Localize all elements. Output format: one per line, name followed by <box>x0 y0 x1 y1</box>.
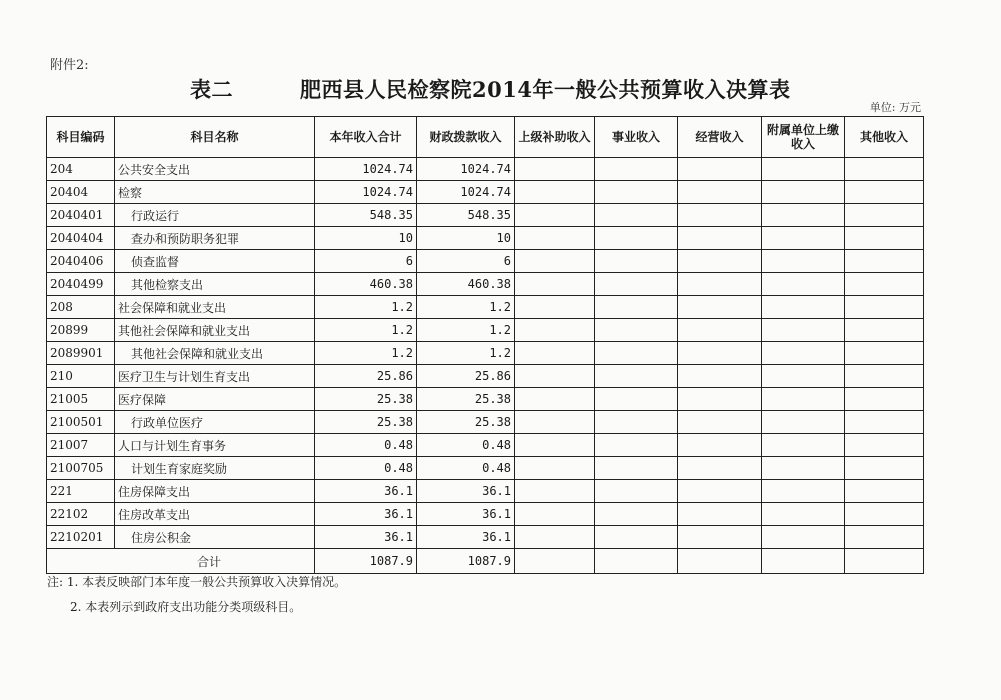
unit-label: 单位: 万元 <box>869 101 921 114</box>
cell-fiscal: 36.1 <box>417 526 515 549</box>
cell-empty <box>595 158 678 181</box>
cell-name: 查办和预防职务犯罪 <box>115 227 315 250</box>
cell-empty <box>678 411 762 434</box>
cell-empty <box>762 158 845 181</box>
cell-empty <box>595 250 678 273</box>
cell-empty <box>762 296 845 319</box>
cell-code: 20899 <box>47 319 115 342</box>
table-row <box>47 526 924 549</box>
total-amount: 1087.9 <box>315 549 417 574</box>
cell-code: 21005 <box>47 388 115 411</box>
cell-fiscal: 25.86 <box>417 365 515 388</box>
cell-empty <box>762 319 845 342</box>
table-row <box>47 204 924 227</box>
col-header: 事业收入 <box>595 117 678 158</box>
cell-empty <box>762 388 845 411</box>
cell-empty <box>515 273 595 296</box>
cell-empty <box>845 480 924 503</box>
cell-total: 1.2 <box>315 319 417 342</box>
cell-empty <box>678 434 762 457</box>
cell-empty <box>678 457 762 480</box>
cell-name: 人口与计划生育事务 <box>115 434 315 457</box>
cell-empty <box>595 181 678 204</box>
cell-name: 住房改革支出 <box>115 503 315 526</box>
col-header: 科目名称 <box>115 117 315 158</box>
cell-fiscal: 0.48 <box>417 434 515 457</box>
cell-name: 住房保障支出 <box>115 480 315 503</box>
total-fiscal: 1087.9 <box>417 549 515 574</box>
cell-empty <box>678 503 762 526</box>
cell-empty <box>845 457 924 480</box>
cell-code: 2040401 <box>47 204 115 227</box>
cell-empty <box>515 526 595 549</box>
table-row <box>47 296 924 319</box>
table-number: 表二 <box>190 77 233 102</box>
table-row <box>47 365 924 388</box>
cell-empty <box>595 227 678 250</box>
cell-empty <box>845 250 924 273</box>
cell-empty <box>678 181 762 204</box>
cell-code: 2040404 <box>47 227 115 250</box>
cell-empty <box>515 434 595 457</box>
cell-code: 21007 <box>47 434 115 457</box>
cell-name: 其他社会保障和就业支出 <box>115 342 315 365</box>
cell-empty <box>515 296 595 319</box>
table-body <box>47 158 924 549</box>
cell-total: 548.35 <box>315 204 417 227</box>
cell-code: 2040406 <box>47 250 115 273</box>
cell-empty <box>515 204 595 227</box>
cell-empty <box>762 365 845 388</box>
cell-empty <box>845 342 924 365</box>
cell-empty <box>515 342 595 365</box>
header-row <box>47 117 924 158</box>
cell-name: 医疗卫生与计划生育支出 <box>115 365 315 388</box>
cell-fiscal: 460.38 <box>417 273 515 296</box>
cell-name: 行政单位医疗 <box>115 411 315 434</box>
cell-empty <box>762 457 845 480</box>
cell-code: 204 <box>47 158 115 181</box>
table-row <box>47 411 924 434</box>
cell-fiscal: 1.2 <box>417 319 515 342</box>
cell-total: 36.1 <box>315 503 417 526</box>
cell-name: 公共安全支出 <box>115 158 315 181</box>
cell-empty <box>515 457 595 480</box>
cell-empty <box>845 411 924 434</box>
cell-empty <box>762 434 845 457</box>
cell-empty <box>845 319 924 342</box>
col-header: 附属单位上缴收入 <box>762 117 845 158</box>
cell-empty <box>595 342 678 365</box>
cell-empty <box>515 227 595 250</box>
budget-table <box>46 116 924 574</box>
cell-fiscal: 36.1 <box>417 503 515 526</box>
cell-empty <box>515 319 595 342</box>
cell-code: 210 <box>47 365 115 388</box>
cell-name: 计划生育家庭奖励 <box>115 457 315 480</box>
table-row <box>47 227 924 250</box>
cell-empty <box>678 250 762 273</box>
cell-total: 1024.74 <box>315 181 417 204</box>
cell-name: 其他检察支出 <box>115 273 315 296</box>
cell-code: 2040499 <box>47 273 115 296</box>
cell-empty <box>595 273 678 296</box>
total-label: 合计 <box>47 549 315 574</box>
cell-code: 208 <box>47 296 115 319</box>
cell-empty <box>595 411 678 434</box>
cell-name: 社会保障和就业支出 <box>115 296 315 319</box>
cell-fiscal: 0.48 <box>417 457 515 480</box>
cell-empty <box>595 319 678 342</box>
cell-fiscal: 1.2 <box>417 296 515 319</box>
cell-total: 25.86 <box>315 365 417 388</box>
cell-fiscal: 1.2 <box>417 342 515 365</box>
cell-empty <box>845 365 924 388</box>
cell-total: 1024.74 <box>315 158 417 181</box>
cell-empty <box>845 503 924 526</box>
cell-empty <box>595 388 678 411</box>
cell-empty <box>515 250 595 273</box>
table-row <box>47 503 924 526</box>
cell-empty <box>762 181 845 204</box>
cell-empty <box>762 250 845 273</box>
cell-empty <box>515 411 595 434</box>
cell-fiscal: 36.1 <box>417 480 515 503</box>
cell-empty <box>515 480 595 503</box>
table-row <box>47 388 924 411</box>
cell-fiscal: 6 <box>417 250 515 273</box>
cell-empty <box>762 549 845 574</box>
cell-empty <box>845 388 924 411</box>
cell-fiscal: 1024.74 <box>417 158 515 181</box>
cell-total: 25.38 <box>315 388 417 411</box>
cell-total: 25.38 <box>315 411 417 434</box>
cell-code: 2210201 <box>47 526 115 549</box>
cell-empty <box>515 365 595 388</box>
cell-empty <box>678 342 762 365</box>
cell-empty <box>845 549 924 574</box>
cell-empty <box>595 365 678 388</box>
cell-empty <box>595 526 678 549</box>
cell-empty <box>678 273 762 296</box>
table-row <box>47 480 924 503</box>
cell-fiscal: 25.38 <box>417 388 515 411</box>
cell-code: 22102 <box>47 503 115 526</box>
cell-empty <box>845 204 924 227</box>
table-row <box>47 250 924 273</box>
table-row <box>47 434 924 457</box>
cell-code: 221 <box>47 480 115 503</box>
cell-empty <box>515 549 595 574</box>
cell-fiscal: 548.35 <box>417 204 515 227</box>
cell-empty <box>595 434 678 457</box>
cell-empty <box>678 296 762 319</box>
table-row <box>47 457 924 480</box>
cell-code: 2089901 <box>47 342 115 365</box>
cell-total: 6 <box>315 250 417 273</box>
cell-empty <box>845 181 924 204</box>
cell-empty <box>678 388 762 411</box>
cell-code: 20404 <box>47 181 115 204</box>
cell-empty <box>515 158 595 181</box>
col-header: 经营收入 <box>678 117 762 158</box>
cell-empty <box>678 526 762 549</box>
table-row <box>47 158 924 181</box>
col-header: 上级补助收入 <box>515 117 595 158</box>
cell-empty <box>762 503 845 526</box>
cell-empty <box>678 204 762 227</box>
cell-empty <box>762 342 845 365</box>
cell-empty <box>762 526 845 549</box>
cell-empty <box>762 273 845 296</box>
cell-total: 0.48 <box>315 434 417 457</box>
cell-empty <box>595 549 678 574</box>
cell-code: 2100705 <box>47 457 115 480</box>
table-row <box>47 342 924 365</box>
note-1: 注: 1. 本表反映部门本年度一般公共预算收入决算情况。 <box>47 575 347 589</box>
cell-empty <box>762 411 845 434</box>
cell-name: 侦查监督 <box>115 250 315 273</box>
cell-empty <box>845 158 924 181</box>
cell-empty <box>762 480 845 503</box>
cell-empty <box>678 227 762 250</box>
cell-empty <box>595 480 678 503</box>
cell-fiscal: 10 <box>417 227 515 250</box>
cell-empty <box>845 273 924 296</box>
page-title <box>190 74 790 104</box>
cell-empty <box>595 204 678 227</box>
cell-empty <box>845 526 924 549</box>
cell-empty <box>678 365 762 388</box>
cell-empty <box>762 204 845 227</box>
cell-total: 36.1 <box>315 480 417 503</box>
cell-name: 行政运行 <box>115 204 315 227</box>
attachment-label: 附件2: <box>50 58 89 73</box>
cell-total: 1.2 <box>315 296 417 319</box>
cell-fiscal: 1024.74 <box>417 181 515 204</box>
table-row <box>47 181 924 204</box>
cell-total: 0.48 <box>315 457 417 480</box>
cell-empty <box>515 388 595 411</box>
table-title: 肥西县人民检察院2014年一般公共预算收入决算表 <box>300 77 791 102</box>
cell-empty <box>595 296 678 319</box>
cell-empty <box>845 434 924 457</box>
col-header: 科目编码 <box>47 117 115 158</box>
cell-empty <box>678 549 762 574</box>
cell-name: 检察 <box>115 181 315 204</box>
cell-total: 460.38 <box>315 273 417 296</box>
cell-name: 医疗保障 <box>115 388 315 411</box>
cell-total: 10 <box>315 227 417 250</box>
cell-empty <box>515 503 595 526</box>
table-row <box>47 273 924 296</box>
cell-empty <box>762 227 845 250</box>
cell-empty <box>515 181 595 204</box>
cell-empty <box>845 296 924 319</box>
notes <box>47 570 346 620</box>
cell-empty <box>678 480 762 503</box>
cell-name: 其他社会保障和就业支出 <box>115 319 315 342</box>
cell-empty <box>595 457 678 480</box>
cell-code: 2100501 <box>47 411 115 434</box>
cell-empty <box>678 158 762 181</box>
table-row <box>47 319 924 342</box>
col-header: 财政拨款收入 <box>417 117 515 158</box>
cell-total: 1.2 <box>315 342 417 365</box>
cell-fiscal: 25.38 <box>417 411 515 434</box>
cell-total: 36.1 <box>315 526 417 549</box>
cell-name: 住房公积金 <box>115 526 315 549</box>
cell-empty <box>678 319 762 342</box>
cell-empty <box>845 227 924 250</box>
col-header: 其他收入 <box>845 117 924 158</box>
col-header: 本年收入合计 <box>315 117 417 158</box>
cell-empty <box>595 503 678 526</box>
note-2: 2. 本表列示到政府支出功能分类项级科目。 <box>70 600 302 614</box>
